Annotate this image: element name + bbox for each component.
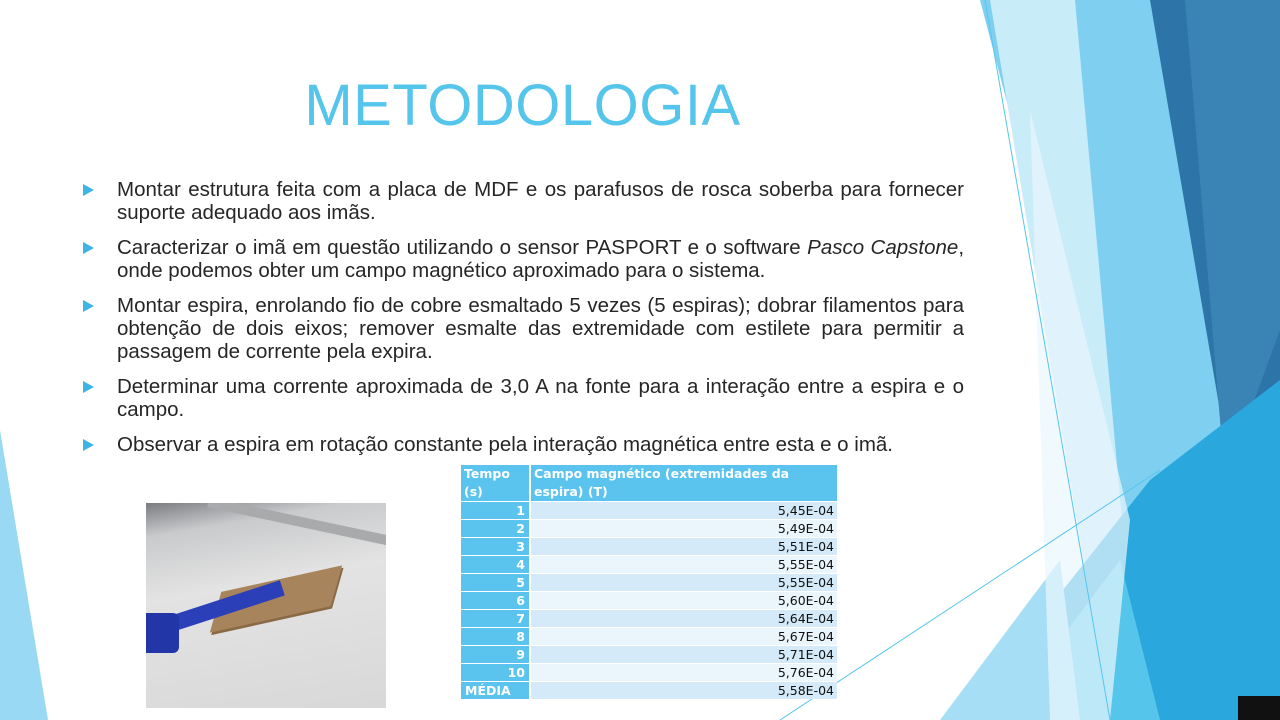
field-value-cell: 5,64E-04	[531, 610, 837, 627]
slide-title: METODOLOGIA	[304, 73, 741, 138]
bullet-item: Observar a espira em rotação constante pela interação magnética entre esta e o imã.	[80, 433, 964, 456]
table-row	[461, 520, 837, 537]
time-cell: 7	[461, 610, 531, 627]
ruler-shape	[207, 503, 386, 549]
bullet-item: Caracterizar o imã em questão utilizando o sensor PASPORT e o software Pasco Capstone, onde podemos obter um campo magnético aproximado para o sistema.	[80, 236, 964, 282]
field-value-cell: 5,55E-04	[531, 556, 837, 573]
table-row	[461, 592, 837, 609]
methodology-list	[80, 178, 964, 468]
table-row	[461, 664, 837, 681]
triangle-bullet-icon	[83, 439, 94, 451]
field-value-cell: 5,67E-04	[531, 628, 837, 645]
sensor-body-shape	[146, 613, 179, 653]
time-cell: 5	[461, 574, 531, 591]
header-time: Tempo (s)	[461, 465, 531, 501]
table-row	[461, 538, 837, 555]
table-row	[461, 502, 837, 519]
field-value-cell: 5,58E-04	[531, 682, 837, 699]
header-field: Campo magnético (extremidades da espira) (T)	[531, 465, 837, 501]
field-value-cell: 5,49E-04	[531, 520, 837, 537]
triangle-bullet-icon	[83, 300, 94, 312]
bullet-item: Montar espira, enrolando fio de cobre esmaltado 5 vezes (5 espiras); dobrar filamentos para obtenção de dois eixos; remover esmalte das extremidade com estilete para permitir a passagem de corrente pela expira.	[80, 294, 964, 363]
time-cell: 8	[461, 628, 531, 645]
magnetic-field-table	[461, 464, 837, 700]
triangle-bullet-icon	[83, 242, 94, 254]
triangle-bullet-icon	[83, 381, 94, 393]
table-row	[461, 646, 837, 663]
table-row	[461, 610, 837, 627]
corner-block	[1238, 696, 1280, 720]
field-value-cell: 5,76E-04	[531, 664, 837, 681]
time-cell: 2	[461, 520, 531, 537]
field-value-cell: 5,71E-04	[531, 646, 837, 663]
field-value-cell: 5,45E-04	[531, 502, 837, 519]
table-row	[461, 628, 837, 645]
field-value-cell: 5,51E-04	[531, 538, 837, 555]
time-cell: 4	[461, 556, 531, 573]
time-cell: 9	[461, 646, 531, 663]
bullet-item: Montar estrutura feita com a placa de MDF e os parafusos de rosca soberba para fornecer suporte adequado aos imãs.	[80, 178, 964, 224]
time-cell: 1	[461, 502, 531, 519]
time-cell: 10	[461, 664, 531, 681]
bullet-item: Determinar uma corrente aproximada de 3,0 A na fonte para a interação entre a espira e o campo.	[80, 375, 964, 421]
time-cell: 6	[461, 592, 531, 609]
experiment-photo	[146, 503, 386, 708]
field-value-cell: 5,55E-04	[531, 574, 837, 591]
triangle-bullet-icon	[83, 184, 94, 196]
table-row	[461, 574, 837, 591]
field-value-cell: 5,60E-04	[531, 592, 837, 609]
table-row	[461, 556, 837, 573]
table-row	[461, 682, 837, 699]
time-cell: MÉDIA	[461, 682, 531, 699]
time-cell: 3	[461, 538, 531, 555]
